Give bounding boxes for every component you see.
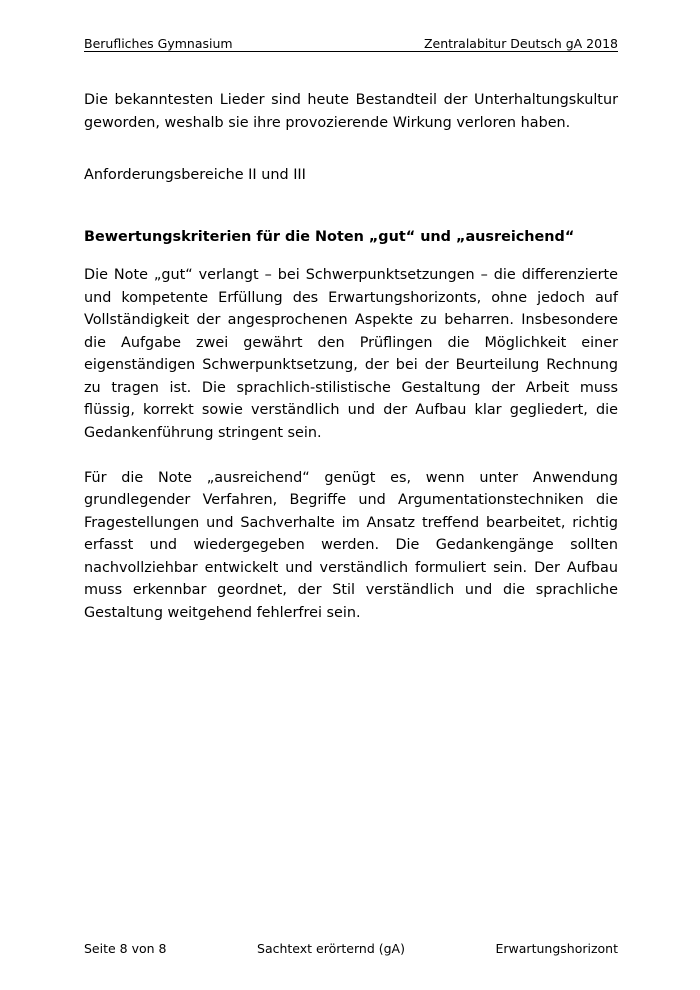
footer-subject: Sachtext erörternd (gA) [257, 941, 405, 956]
header-exam: Zentralabitur Deutsch gA 2018 [423, 36, 618, 51]
header-school: Berufliches Gymnasium [84, 36, 233, 51]
section-heading: Bewertungskriterien für die Noten „gut“ und „ausreichend“ [84, 228, 575, 245]
page-header [84, 35, 618, 52]
requirements-label: Anforderungsbereiche II und III [84, 167, 306, 183]
footer-doc-type: Erwartungshorizont [495, 941, 618, 956]
page-footer [84, 941, 618, 957]
paragraph-intro: Die bekanntesten Lieder sind heute Bestandteil der Unterhaltungskultur geworden, weshalb sie ihre provozierende Wirkung verloren haben. [84, 92, 618, 131]
footer-page-number: Seite 8 von 8 [84, 941, 167, 956]
paragraph-grade-gut: Die Note „gut“ verlangt – bei Schwerpunktsetzungen – die differenzierte und kompetente Erfüllung des Erwartungshorizonts, ohne jedoch auf Vollständigkeit der angesprochenen Aspekte zu beharren. Insbesondere die Aufgabe zwei gewährt den Prüflingen die Möglichkeit einer eigenständigen Schwerpunktsetzung, der bei der Beurteilung Rechnung zu tragen ist. Die sprachlich-stilistische Gestaltung der Arbeit muss flüssig, korrekt sowie verständlich und der Aufbau klar gegliedert, die Gedankenführung stringent sein. [84, 267, 618, 441]
paragraph-grade-ausreichend: Für die Note „ausreichend“ genügt es, wenn unter Anwendung grundlegender Verfahren, Begriffe und Argumentationstechniken die Fragestellungen und Sachverhalte im Ansatz treffend bearbeitet, richtig erfasst und wiedergegeben werden. Die Gedankengänge sollten nachvollziehbar entwickelt und verständlich formuliert sein. Der Aufbau muss erkennbar geordnet, der Stil verständlich und die sprachliche Gestaltung weitgehend fehlerfrei sein. [84, 469, 618, 621]
document-body [84, 89, 618, 624]
